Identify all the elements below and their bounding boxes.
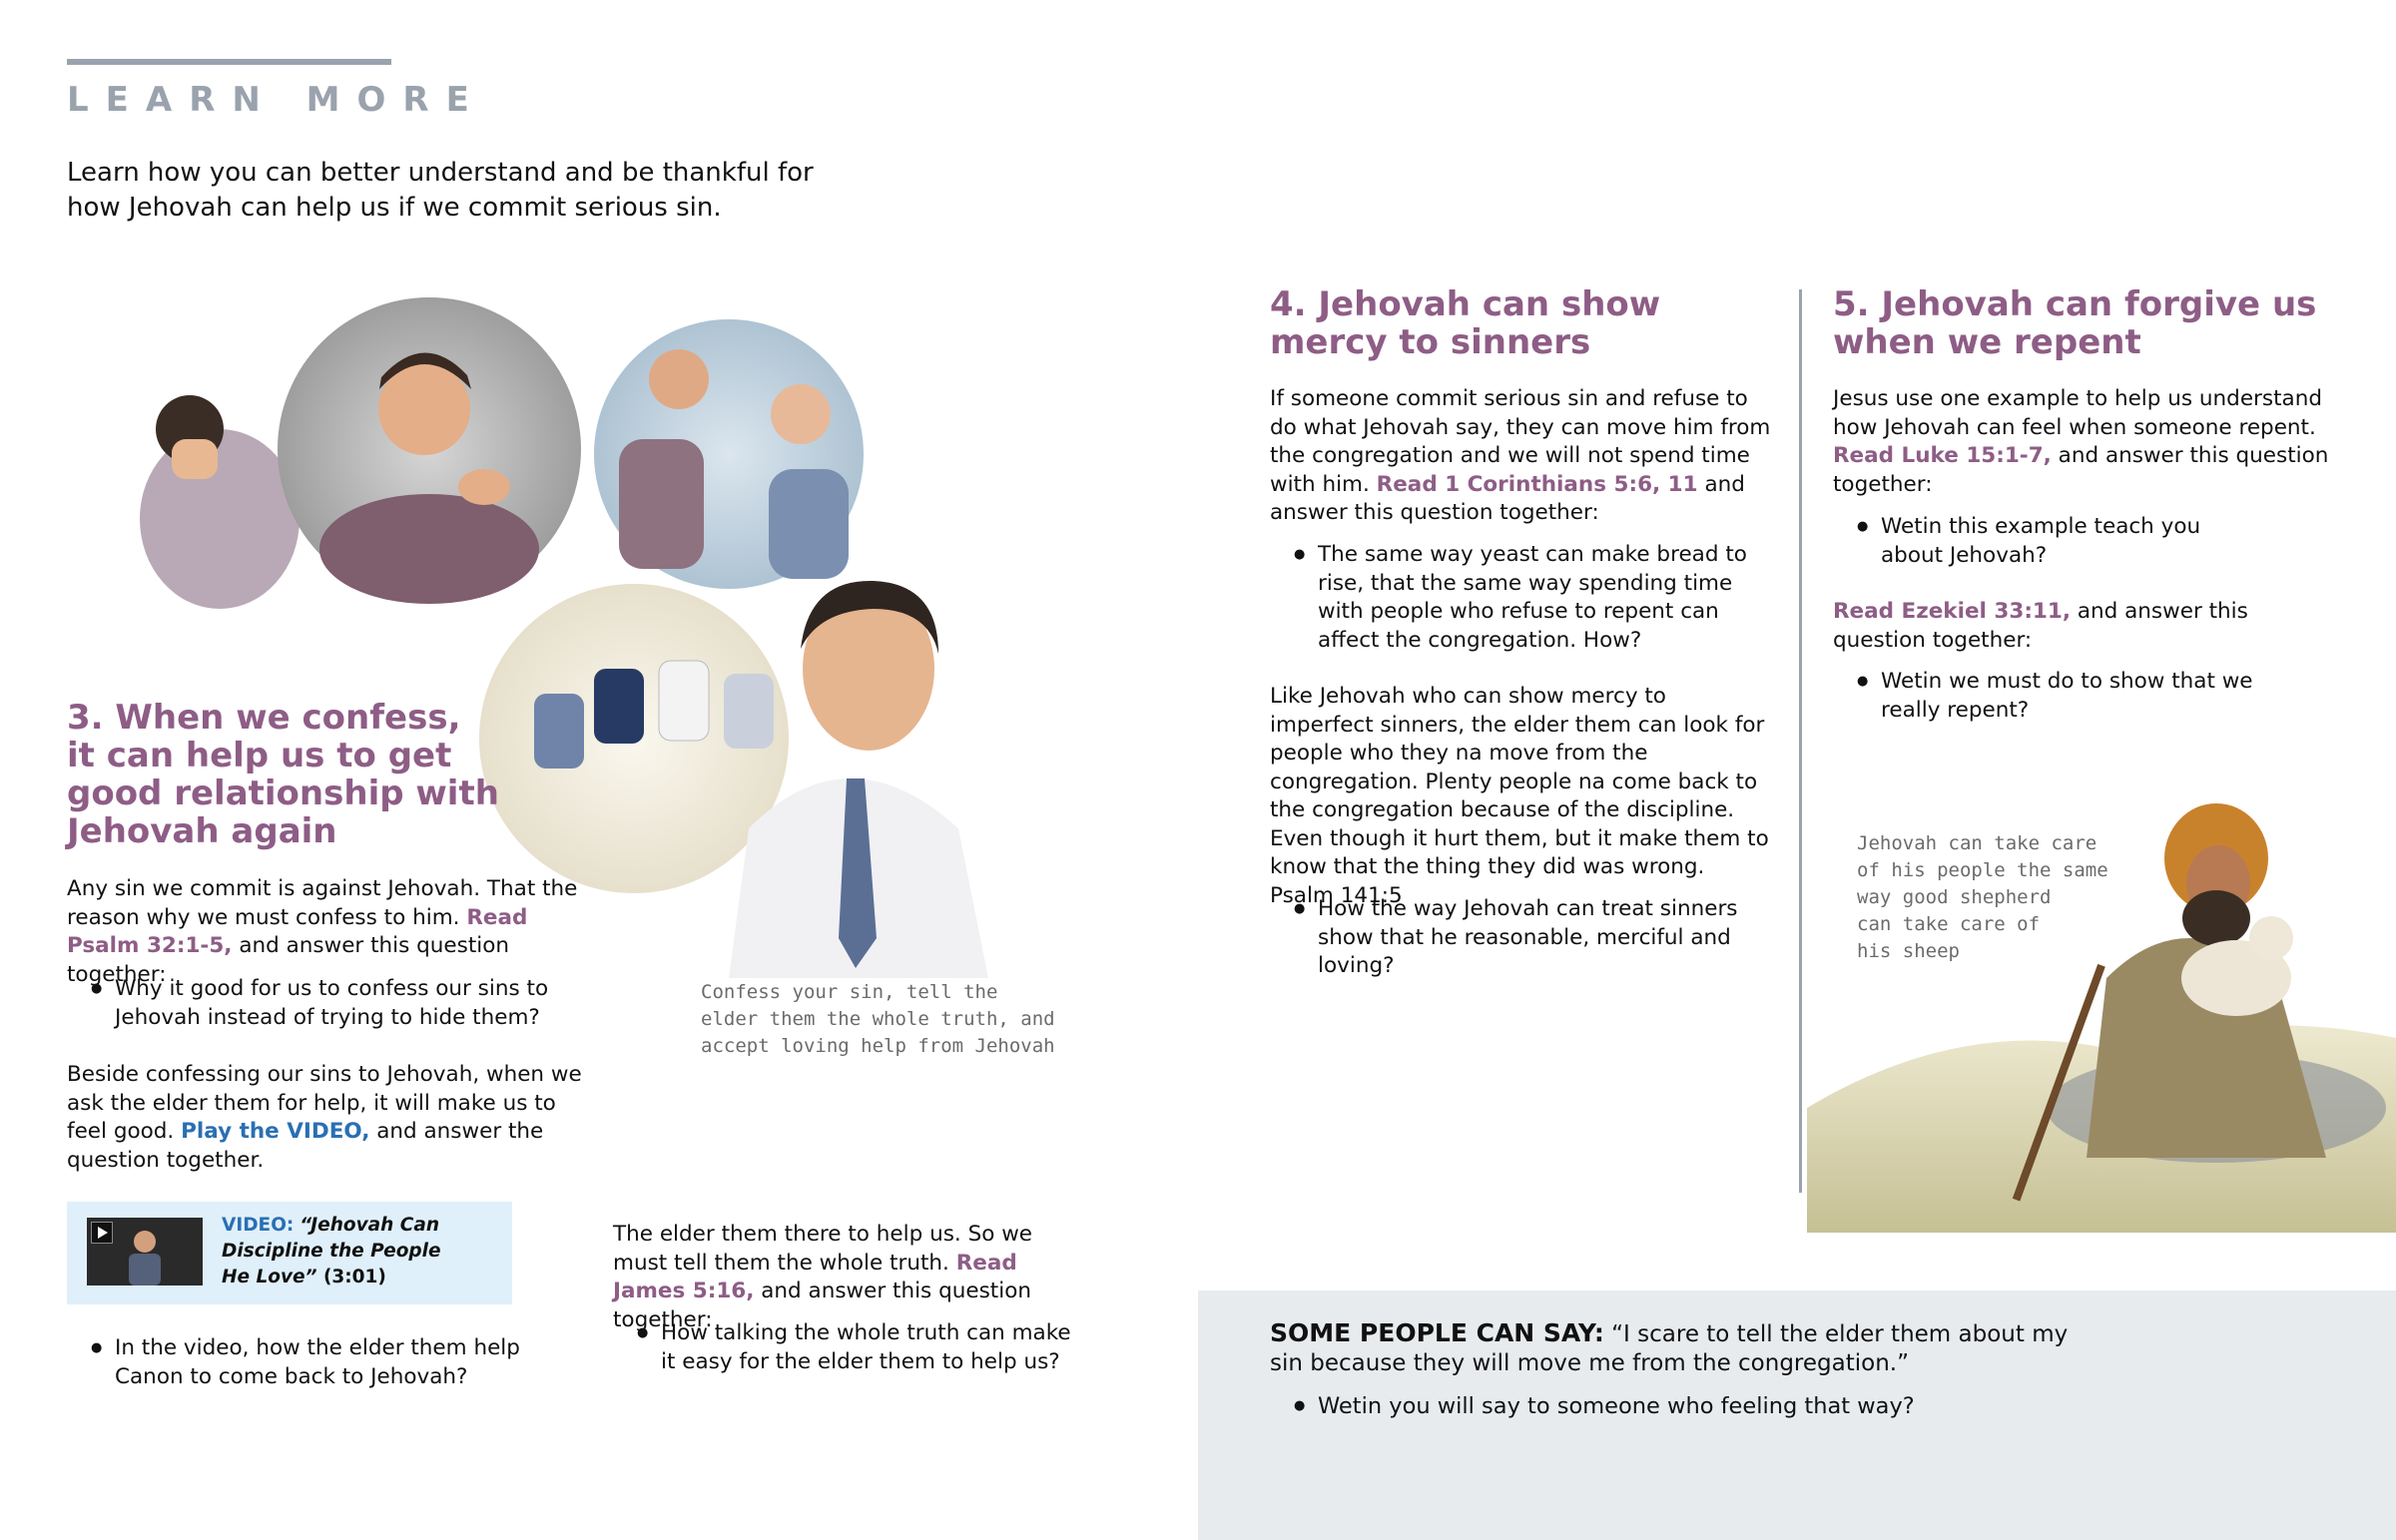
section5-heading — [1833, 285, 2372, 361]
heading-line: it can help us to get — [67, 736, 452, 775]
scripture-link[interactable]: Read Luke 15:1-7, — [1833, 443, 2052, 468]
para-text: Any sin we commit is against Jehovah. That the reason why we must confess to him. — [67, 876, 578, 930]
caption-line: of his people the same — [1857, 859, 2108, 881]
para-text: Beside confessing our sins to Jehovah, when we ask the elder them for help, it will make us to feel good. — [67, 1062, 582, 1144]
heading-line: 5. Jehovah can forgive us — [1833, 284, 2317, 324]
caption-line: his sheep — [1857, 940, 1960, 962]
sorrowful-man-figure — [140, 395, 300, 609]
section4-bullets-1 — [1270, 541, 1774, 655]
video-thumbnail[interactable] — [87, 1218, 203, 1285]
para-text: If someone commit serious sin and refuse to do what Jehovah say, they can move him from the congregation and we will not spend time with him. — [1270, 386, 1771, 497]
header-rule — [67, 59, 391, 65]
praying-man-circle — [278, 297, 581, 604]
heading-line: Jehovah again — [67, 811, 337, 851]
some-people-bullets — [1270, 1392, 2069, 1421]
section5-paragraph1 — [1833, 385, 2332, 499]
section4-bullets-2 — [1270, 895, 1774, 981]
question-item: ● How talking the whole truth can make it easy for the elder them to help us? — [613, 1319, 1072, 1376]
para-text: and answer this question together: — [613, 1279, 1031, 1332]
scripture-link[interactable]: Read Ezekiel 33:11, — [1833, 599, 2072, 624]
lamb-head — [2249, 916, 2293, 960]
question-item: ● Wetin we must do to show that we really repent? — [1833, 668, 2262, 725]
section3-paragraph3 — [613, 1221, 1072, 1334]
section3-bullets-3 — [613, 1319, 1072, 1376]
caption-line: can take care of — [1857, 913, 2041, 935]
question-item: ● In the video, how the elder them help Canon to come back to Jehovah? — [67, 1334, 586, 1391]
illustration-caption: Confess your sin, tell the elder them the whole truth, and accept loving help from Jehovah — [701, 981, 1055, 1057]
video-title[interactable]: He Love” — [222, 1267, 317, 1287]
question-item: ● The same way yeast can make bread to rise, that the same way spending time with people who refuse to repent can affect the congregation. How? — [1270, 541, 1774, 655]
question-item: ● Wetin this example teach you about Jehovah? — [1833, 513, 2262, 570]
heading-line: 4. Jehovah can show — [1270, 284, 1661, 324]
section3-heading — [67, 699, 546, 850]
para-text: and answer this question together: — [1270, 471, 1745, 525]
some-people-label: SOME PEOPLE CAN SAY: — [1270, 1318, 1604, 1347]
section3-paragraph1 — [67, 875, 586, 989]
video-title[interactable]: “Jehovah Can — [300, 1215, 439, 1236]
video-label: VIDEO: — [222, 1215, 295, 1236]
para-text: and answer the question together. — [67, 1119, 544, 1173]
section3-bullets-2 — [67, 1334, 586, 1391]
question-item: ● Wetin you will say to someone who feeling that way? — [1270, 1392, 2069, 1421]
heading-line: good relationship with — [67, 773, 499, 813]
section5-bullets-1 — [1833, 513, 2262, 570]
heading-line: when we repent — [1833, 322, 2141, 362]
heading-line: 3. When we confess, — [67, 698, 461, 738]
scripture-link[interactable]: Read James 5:16, — [613, 1250, 1017, 1303]
video-title-block — [222, 1213, 501, 1290]
heading-line: mercy to sinners — [1270, 322, 1591, 362]
some-people-quote: “I scare to tell the elder them about my sin because they will move me from the congregation.” — [1270, 1321, 2069, 1376]
column-divider — [1799, 289, 1802, 1193]
section-label: LEARN MORE — [67, 80, 486, 120]
section3-paragraph2 — [67, 1061, 586, 1175]
para-text: The elder them there to help us. So we must tell them the whole truth. — [613, 1222, 1033, 1276]
section4-paragraph1 — [1270, 385, 1774, 528]
section3-bullets-1 — [67, 975, 586, 1032]
para-text: Jesus use one example to help us understand how Jehovah can feel when someone repent. — [1833, 386, 2322, 440]
caption-line: way good shepherd — [1857, 886, 2052, 908]
play-video-link[interactable]: Play the VIDEO, — [181, 1119, 370, 1144]
section5-paragraph2 — [1833, 598, 2332, 655]
para-text: and answer this question together: — [1833, 599, 2248, 653]
section4-paragraph2: Like Jehovah who can show mercy to imperfect sinners, the elder them can look for people who they na move from the congregation. Plenty people na come back to the congregation because of the discipline. Even though it hurt them, but it make them to know that the thing they did was wrong. Psalm 141:5 — [1270, 684, 1769, 908]
section5-bullets-2 — [1833, 668, 2262, 725]
video-title[interactable]: Discipline the People — [222, 1241, 441, 1262]
video-duration: (3:01) — [316, 1267, 386, 1287]
scripture-link[interactable]: Read 1 Corinthians 5:6, 11 — [1376, 471, 1698, 497]
some-people-text — [1270, 1318, 2069, 1378]
shepherd-beard — [2182, 890, 2250, 946]
section4-heading — [1270, 285, 1769, 361]
question-item: ● How the way Jehovah can treat sinners show that he reasonable, merciful and loving? — [1270, 895, 1774, 981]
phone-call-circle — [594, 319, 864, 589]
shepherd-caption — [1857, 830, 2116, 965]
question-item: ● Why it good for us to confess our sins to Jehovah instead of trying to hide them? — [67, 975, 586, 1032]
intro-text: Learn how you can better understand and be thankful for how Jehovah can help us if we commit serious sin. — [67, 158, 814, 223]
play-icon[interactable] — [91, 1222, 113, 1244]
scripture-link[interactable]: Read Psalm 32:1-5, — [67, 904, 528, 958]
caption-line: Jehovah can take care — [1857, 832, 2097, 854]
para-text: and answer this question together: — [67, 933, 510, 987]
para-text: and answer this question together: — [1833, 443, 2329, 497]
